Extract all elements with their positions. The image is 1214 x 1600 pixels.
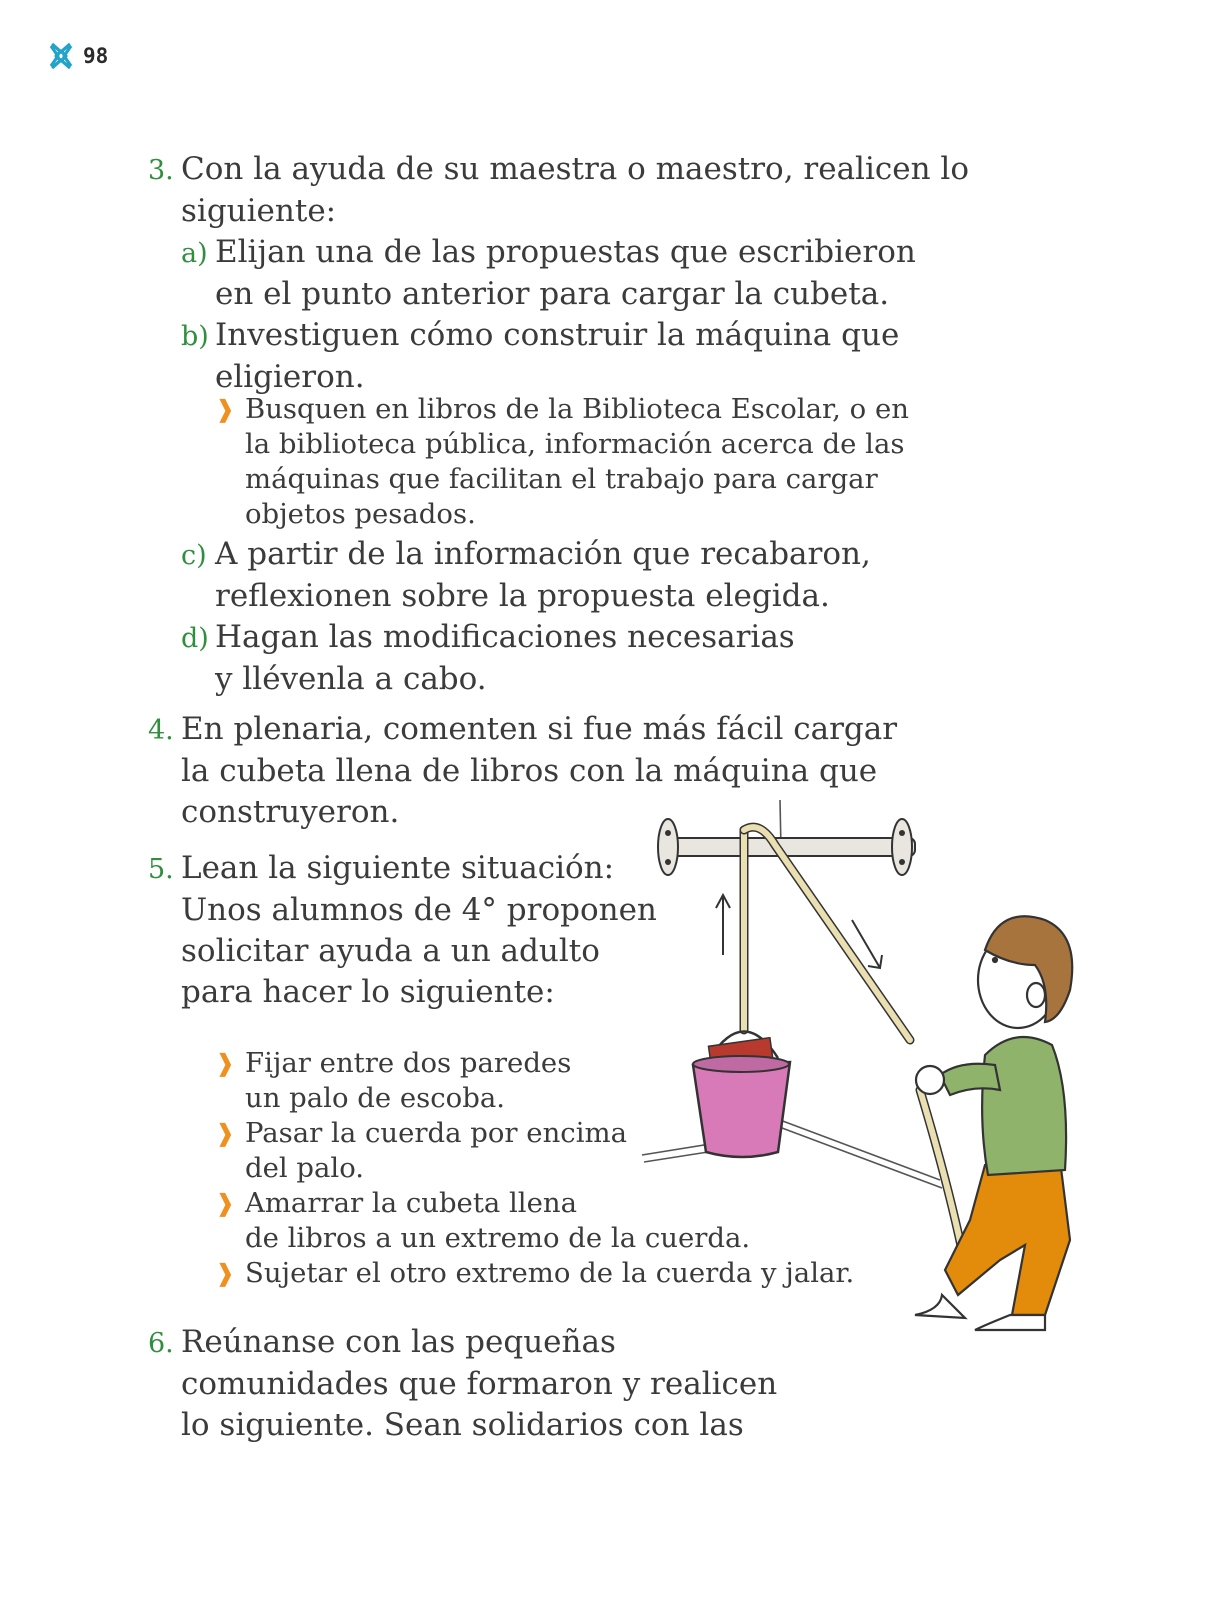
bullet-text: Pasar la cuerda por encima (245, 1117, 627, 1149)
item-3 (148, 149, 969, 700)
sub-text: en el punto anterior para cargar la cubeta. (215, 276, 890, 312)
sub-text: eligieron. (215, 359, 365, 395)
item-number: 6. (148, 1328, 174, 1359)
item-text: solicitar ayuda a un adulto (181, 933, 600, 969)
bullet-text: Fijar entre dos paredes (245, 1047, 572, 1079)
item-text: lo siguiente. Sean solidarios con las (181, 1407, 744, 1443)
boy-pulling-rope (915, 916, 1072, 1330)
chevron-bullet-icon: ❱ (215, 1049, 236, 1077)
up-arrow-icon (716, 895, 730, 955)
bullet-text: objetos pesados. (245, 498, 476, 530)
item-number: 3. (148, 155, 174, 186)
item-number: 5. (148, 854, 174, 885)
sub-letter: a) (181, 238, 208, 269)
chevron-bullet-icon: ❱ (215, 1119, 236, 1147)
sub-letter: d) (181, 623, 209, 654)
item-text: siguiente: (181, 193, 337, 229)
chevron-bullet-icon: ❱ (215, 1189, 236, 1217)
item-text: la cubeta llena de libros con la máquina que (181, 753, 878, 789)
bullet-text: Amarrar la cubeta llena (245, 1187, 577, 1219)
item-text: Unos alumnos de 4° proponen (181, 892, 657, 928)
bullet-text: máquinas que facilitan el trabajo para cargar (245, 463, 878, 495)
sub-text: A partir de la información que recabaron, (215, 536, 871, 572)
sub-text: Elijan una de las propuestas que escribieron (215, 234, 916, 270)
item-text: En plenaria, comenten si fue más fácil cargar (181, 711, 898, 747)
rope (744, 827, 965, 1265)
cross-flower-icon (47, 40, 75, 72)
sub-text: y llévenla a cabo. (215, 661, 487, 697)
sub-letter: c) (181, 540, 207, 571)
item-text: Reúnanse con las pequeñas (181, 1324, 616, 1360)
bullet-text: del palo. (245, 1152, 365, 1184)
bullet-text: de libros a un extremo de la cuerda. (245, 1222, 751, 1254)
bullet-text: la biblioteca pública, información acerca de las (245, 428, 905, 460)
bucket (693, 1032, 790, 1158)
item-text: comunidades que formaron y realicen (181, 1366, 778, 1402)
pulley-illustration (640, 790, 1100, 1350)
chevron-bullet-icon: ❱ (215, 395, 236, 423)
bullet-text: Sujetar el otro extremo de la cuerda y jalar. (245, 1257, 855, 1289)
item-text: Lean la siguiente situación: (181, 850, 615, 886)
sub-letter: b) (181, 321, 209, 352)
bullet-text: un palo de escoba. (245, 1082, 505, 1114)
item-text: Con la ayuda de su maestra o maestro, realicen lo (181, 151, 969, 187)
bullet-text: Busquen en libros de la Biblioteca Escolar, o en (245, 393, 909, 425)
item-number: 4. (148, 715, 174, 746)
bullet-list (148, 392, 969, 532)
sub-text: Hagan las modificaciones necesarias (215, 619, 795, 655)
chevron-bullet-icon: ❱ (215, 1259, 236, 1287)
item-text: construyeron. (181, 794, 400, 830)
sub-text: reflexionen sobre la propuesta elegida. (215, 578, 830, 614)
page-header (47, 40, 108, 72)
sub-text: Investiguen cómo construir la máquina que (215, 317, 900, 353)
page-number: 98 (83, 44, 109, 68)
item-text: para hacer lo siguiente: (181, 974, 555, 1010)
